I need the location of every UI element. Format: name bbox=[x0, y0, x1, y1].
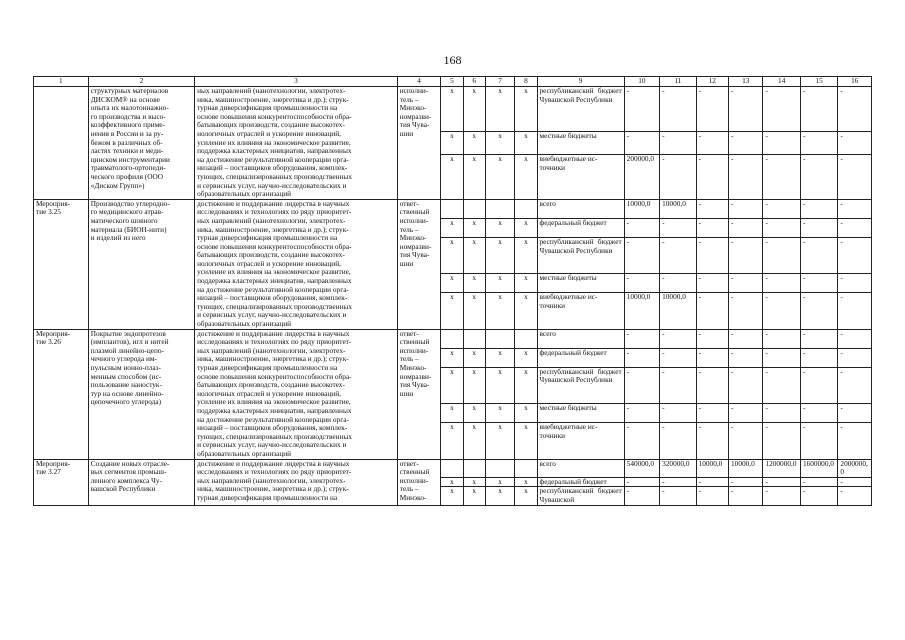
executor-cell: исполни- тель – Минэко- номразви- тия Чува- шии bbox=[397, 87, 441, 200]
value-cell: - bbox=[763, 131, 800, 155]
value-cell: - bbox=[696, 293, 728, 329]
funding-source-cell: местные бюджеты bbox=[537, 131, 624, 155]
value-cell: - bbox=[624, 218, 659, 237]
mark-cell: x bbox=[515, 477, 537, 487]
value-cell: 1600000,0 bbox=[800, 459, 837, 477]
column-number: 1 bbox=[34, 77, 89, 87]
value-cell: - bbox=[763, 293, 800, 329]
mark-cell: x bbox=[515, 423, 537, 459]
mark-cell: x bbox=[463, 293, 485, 329]
column-number: 13 bbox=[729, 77, 763, 87]
column-number: 15 bbox=[800, 77, 837, 87]
value-cell: - bbox=[624, 329, 659, 348]
value-cell: - bbox=[729, 87, 763, 132]
value-cell: - bbox=[696, 155, 728, 200]
value-cell: - bbox=[838, 477, 872, 487]
value-cell: - bbox=[800, 155, 837, 200]
mark-cell: x bbox=[485, 87, 514, 132]
column-number: 10 bbox=[624, 77, 659, 87]
value-cell: - bbox=[838, 404, 872, 423]
mark-cell: x bbox=[515, 237, 537, 273]
value-cell: 10000,0 bbox=[696, 459, 728, 477]
value-cell: - bbox=[763, 218, 800, 237]
value-cell: - bbox=[624, 477, 659, 487]
mark-cell: x bbox=[441, 274, 463, 293]
value-cell: - bbox=[696, 367, 728, 403]
mark-cell bbox=[463, 329, 485, 348]
value-cell: - bbox=[838, 199, 872, 218]
funding-source-cell: республиканский бюджет Чувашской Республики bbox=[537, 237, 624, 273]
event-goal-cell: ных направлений (нанотехнологии, электротех- ника, машиностроение, энергетика и др.); струк- турная диверсификация промышленности на основе повышения конкурентоспособности обра- батывающих производств, создание высокотех- нологичных отраслей и ускорение инноваций, усиление их влияния на экономическое развитие, поддержка кластерных инициатив, направленных на достижение результативной кооперации орга- низаций – поставщиков оборудования, комплек- тующих, специализированных производственных и сервисных услуг, научно-исследовательских и образовательных организаций bbox=[195, 87, 398, 200]
value-cell: - bbox=[800, 237, 837, 273]
value-cell: - bbox=[729, 131, 763, 155]
mark-cell: x bbox=[441, 237, 463, 273]
value-cell: - bbox=[729, 404, 763, 423]
value-cell: 10000,0 bbox=[624, 199, 659, 218]
value-cell: - bbox=[729, 199, 763, 218]
value-cell: - bbox=[624, 348, 659, 367]
mark-cell: x bbox=[441, 367, 463, 403]
value-cell: - bbox=[763, 487, 800, 505]
value-cell: - bbox=[729, 155, 763, 200]
page-number: 168 bbox=[443, 53, 462, 67]
funding-source-cell: всего bbox=[537, 199, 624, 218]
column-number: 8 bbox=[515, 77, 537, 87]
mark-cell: x bbox=[441, 131, 463, 155]
table-row bbox=[34, 87, 872, 132]
mark-cell: x bbox=[463, 274, 485, 293]
value-cell: 10000,0 bbox=[624, 293, 659, 329]
value-cell: - bbox=[660, 348, 696, 367]
value-cell: - bbox=[800, 487, 837, 505]
funding-source-cell: федеральный бюджет bbox=[537, 348, 624, 367]
value-cell: - bbox=[660, 274, 696, 293]
mark-cell: x bbox=[485, 404, 514, 423]
table-body bbox=[34, 87, 872, 506]
mark-cell: x bbox=[463, 348, 485, 367]
value-cell: 320000,0 bbox=[660, 459, 696, 477]
mark-cell bbox=[485, 329, 514, 348]
column-number: 4 bbox=[397, 77, 441, 87]
mark-cell bbox=[463, 459, 485, 477]
value-cell: - bbox=[838, 487, 872, 505]
value-cell: - bbox=[800, 218, 837, 237]
event-name-cell: Создание новых отрасле- вых сегментов промыш- ленного комплекса Чу- вашской Республики bbox=[88, 459, 194, 505]
value-cell: - bbox=[838, 274, 872, 293]
funding-source-cell: внебюджетные ис- точники bbox=[537, 423, 624, 459]
mark-cell: x bbox=[515, 293, 537, 329]
value-cell: - bbox=[729, 237, 763, 273]
value-cell: - bbox=[800, 329, 837, 348]
mark-cell: x bbox=[485, 237, 514, 273]
column-number: 2 bbox=[88, 77, 194, 87]
mark-cell: x bbox=[485, 348, 514, 367]
mark-cell: x bbox=[485, 218, 514, 237]
value-cell: - bbox=[729, 329, 763, 348]
value-cell: - bbox=[838, 218, 872, 237]
program-table bbox=[33, 76, 872, 506]
mark-cell: x bbox=[485, 487, 514, 505]
mark-cell: x bbox=[463, 423, 485, 459]
table-row bbox=[34, 199, 872, 218]
mark-cell: x bbox=[441, 348, 463, 367]
value-cell: - bbox=[696, 218, 728, 237]
value-cell: - bbox=[696, 487, 728, 505]
mark-cell: x bbox=[463, 487, 485, 505]
value-cell: - bbox=[624, 404, 659, 423]
value-cell: - bbox=[763, 423, 800, 459]
funding-source-cell: всего bbox=[537, 329, 624, 348]
mark-cell bbox=[485, 459, 514, 477]
event-number-cell: Мероприя- тие 3.25 bbox=[34, 199, 89, 329]
funding-source-cell: республиканский бюджет Чувашской Республики bbox=[537, 87, 624, 132]
value-cell: 1200000,0 bbox=[763, 459, 800, 477]
mark-cell: x bbox=[485, 477, 514, 487]
value-cell: - bbox=[660, 155, 696, 200]
value-cell: - bbox=[800, 199, 837, 218]
column-number: 12 bbox=[696, 77, 728, 87]
event-goal-cell: достижение и поддержание лидерства в научных исследованиях и технологиях по ряду приоритет- ных направлений (нанотехнологии, электротех- ника, машиностроение, энергетика и др.); струк- турная диверсификация промышленности на основе повышения конкурентоспособности обра- батывающих производств, создание высокотех- нологичных отраслей и ускорение инноваций, усиление их влияния на экономическое развитие, поддержка кластерных инициатив, направленных на достижение результативной кооперации орга- низаций – поставщиков оборудования, комплек- тующих, специализированных производственных и сервисных услуг, научно-исследовательских и образовательных организаций bbox=[195, 329, 398, 459]
mark-cell: x bbox=[463, 367, 485, 403]
mark-cell: x bbox=[463, 218, 485, 237]
executor-cell: ответ- ственный исполни- тель – Минэко- номразви- тия Чува- шии bbox=[397, 329, 441, 459]
funding-source-cell: республиканский бюджет Чувашской Республики bbox=[537, 367, 624, 403]
value-cell: - bbox=[624, 237, 659, 273]
value-cell: - bbox=[729, 477, 763, 487]
mark-cell: x bbox=[485, 155, 514, 200]
value-cell: - bbox=[729, 487, 763, 505]
value-cell: - bbox=[763, 199, 800, 218]
value-cell: - bbox=[729, 423, 763, 459]
funding-source-cell: внебюджетные ис- точники bbox=[537, 293, 624, 329]
column-number: 6 bbox=[463, 77, 485, 87]
mark-cell: x bbox=[463, 131, 485, 155]
event-goal-cell: достижение и поддержание лидерства в научных исследованиях и технологиях по ряду приоритет- ных направлений (нанотехнологии, электротех- ника, машиностроение, энергетика и др.); струк- турная диверсификация промышленности на основе повышения конкурентоспособности обра- батывающих производств, создание высокотех- нологичных отраслей и ускорение инноваций, усиление их влияния на экономическое развитие, поддержка кластерных инициатив, направленных на достижение результативной кооперации орга- низаций – поставщиков оборудования, комплек- тующих, специализированных производственных и сервисных услуг, научно-исследовательских и образовательных организаций bbox=[195, 199, 398, 329]
value-cell: - bbox=[696, 87, 728, 132]
value-cell: - bbox=[838, 367, 872, 403]
value-cell: - bbox=[624, 423, 659, 459]
value-cell: - bbox=[763, 367, 800, 403]
mark-cell: x bbox=[485, 423, 514, 459]
value-cell: - bbox=[696, 131, 728, 155]
event-name-cell: структурных материалов ДИСКОМ® на основе опыта их малотоннажно- го производства и высо- коэффективного приме- нения в России и за ру- бежом в различных об- ластях техники и меди- цинском инструментарии травматолого-ортопеди- ческого профиля (ООО «Диском Групп») bbox=[88, 87, 194, 200]
mark-cell: x bbox=[441, 293, 463, 329]
value-cell: 10000,0 bbox=[660, 293, 696, 329]
value-cell: - bbox=[624, 274, 659, 293]
value-cell: - bbox=[800, 131, 837, 155]
value-cell: 10000,0 bbox=[729, 459, 763, 477]
mark-cell: x bbox=[485, 274, 514, 293]
value-cell: 540000,0 bbox=[624, 459, 659, 477]
value-cell: - bbox=[800, 87, 837, 132]
column-number: 16 bbox=[838, 77, 872, 87]
value-cell: - bbox=[660, 218, 696, 237]
event-number-cell: Мероприя- тие 3.26 bbox=[34, 329, 89, 459]
funding-source-cell: республиканский бюджет Чувашской bbox=[537, 487, 624, 505]
mark-cell: x bbox=[515, 367, 537, 403]
mark-cell: x bbox=[441, 487, 463, 505]
value-cell: - bbox=[660, 477, 696, 487]
mark-cell: x bbox=[441, 155, 463, 200]
value-cell: - bbox=[660, 131, 696, 155]
value-cell: 10000,0 bbox=[660, 199, 696, 218]
value-cell: 2000000, 0 bbox=[838, 459, 872, 477]
mark-cell: x bbox=[515, 131, 537, 155]
value-cell: - bbox=[838, 237, 872, 273]
value-cell: - bbox=[696, 329, 728, 348]
mark-cell: x bbox=[515, 87, 537, 132]
value-cell: - bbox=[838, 348, 872, 367]
event-goal-cell: достижение и поддержание лидерства в научных исследованиях и технологиях по ряду приоритет- ных направлений (нанотехнологии, электротех- ника, машиностроение, энергетика и др.); струк- турная диверсификация промышленности на bbox=[195, 459, 398, 505]
mark-cell: x bbox=[515, 487, 537, 505]
value-cell: - bbox=[729, 274, 763, 293]
funding-source-cell: федеральный бюджет bbox=[537, 218, 624, 237]
value-cell: - bbox=[660, 87, 696, 132]
mark-cell bbox=[485, 199, 514, 218]
mark-cell: x bbox=[515, 155, 537, 200]
value-cell: - bbox=[838, 87, 872, 132]
funding-source-cell: местные бюджеты bbox=[537, 404, 624, 423]
executor-cell: ответ- ственный исполни- тель – Минэко- номразви- тия Чува- шии bbox=[397, 199, 441, 329]
table-row bbox=[34, 459, 872, 477]
value-cell: - bbox=[800, 477, 837, 487]
value-cell: - bbox=[729, 367, 763, 403]
mark-cell: x bbox=[515, 404, 537, 423]
funding-source-cell: местные бюджеты bbox=[537, 274, 624, 293]
value-cell: - bbox=[696, 477, 728, 487]
value-cell: - bbox=[800, 274, 837, 293]
column-number: 11 bbox=[660, 77, 696, 87]
mark-cell: x bbox=[485, 367, 514, 403]
value-cell: - bbox=[800, 348, 837, 367]
mark-cell: x bbox=[441, 423, 463, 459]
value-cell: - bbox=[696, 348, 728, 367]
mark-cell: x bbox=[515, 218, 537, 237]
value-cell: - bbox=[763, 155, 800, 200]
mark-cell: x bbox=[515, 274, 537, 293]
mark-cell bbox=[441, 199, 463, 218]
mark-cell: x bbox=[515, 348, 537, 367]
value-cell: - bbox=[800, 367, 837, 403]
value-cell: - bbox=[763, 404, 800, 423]
value-cell: - bbox=[624, 131, 659, 155]
value-cell: - bbox=[838, 423, 872, 459]
column-number: 14 bbox=[763, 77, 800, 87]
value-cell: - bbox=[763, 477, 800, 487]
funding-source-cell: внебюджетные ис- точники bbox=[537, 155, 624, 200]
table-row bbox=[34, 329, 872, 348]
value-cell: - bbox=[660, 423, 696, 459]
value-cell: - bbox=[763, 237, 800, 273]
mark-cell: x bbox=[485, 293, 514, 329]
mark-cell bbox=[515, 199, 537, 218]
value-cell: - bbox=[660, 404, 696, 423]
value-cell: - bbox=[763, 274, 800, 293]
event-number-cell bbox=[34, 87, 89, 200]
value-cell: - bbox=[660, 237, 696, 273]
column-number: 7 bbox=[485, 77, 514, 87]
column-number-row bbox=[34, 77, 872, 87]
value-cell: - bbox=[696, 404, 728, 423]
column-number: 5 bbox=[441, 77, 463, 87]
mark-cell: x bbox=[441, 477, 463, 487]
value-cell: - bbox=[624, 487, 659, 505]
event-name-cell: Производство углеродно- го медицинского атрав- матического шовного материала (БИОН-нити) и изделий из него bbox=[88, 199, 194, 329]
value-cell: - bbox=[696, 423, 728, 459]
value-cell: - bbox=[763, 87, 800, 132]
mark-cell bbox=[515, 459, 537, 477]
mark-cell: x bbox=[463, 404, 485, 423]
value-cell: - bbox=[838, 131, 872, 155]
value-cell: - bbox=[729, 348, 763, 367]
value-cell: - bbox=[800, 423, 837, 459]
mark-cell: x bbox=[485, 131, 514, 155]
column-number: 9 bbox=[537, 77, 624, 87]
mark-cell: x bbox=[441, 87, 463, 132]
mark-cell: x bbox=[463, 237, 485, 273]
executor-cell: ответ- ственный исполни- тель – Минэко- bbox=[397, 459, 441, 505]
value-cell: - bbox=[696, 199, 728, 218]
value-cell: - bbox=[729, 218, 763, 237]
mark-cell: x bbox=[441, 218, 463, 237]
value-cell: - bbox=[729, 293, 763, 329]
value-cell: - bbox=[696, 237, 728, 273]
funding-source-cell: всего bbox=[537, 459, 624, 477]
value-cell: - bbox=[660, 367, 696, 403]
mark-cell bbox=[515, 329, 537, 348]
value-cell: - bbox=[624, 87, 659, 132]
mark-cell: x bbox=[441, 404, 463, 423]
mark-cell: x bbox=[463, 87, 485, 132]
mark-cell bbox=[441, 459, 463, 477]
funding-source-cell: федеральный бюджет bbox=[537, 477, 624, 487]
value-cell: - bbox=[624, 367, 659, 403]
mark-cell bbox=[441, 329, 463, 348]
column-number: 3 bbox=[195, 77, 398, 87]
value-cell: - bbox=[838, 293, 872, 329]
value-cell: - bbox=[763, 329, 800, 348]
value-cell: - bbox=[660, 329, 696, 348]
value-cell: - bbox=[838, 155, 872, 200]
value-cell: - bbox=[696, 274, 728, 293]
value-cell: 200000,0 bbox=[624, 155, 659, 200]
event-name-cell: Покрытие эндопротезов (имплантов), игл и нитей плазмой линейно-цепо- чечного углерода им- пульсным ионно-плаз- менным способом (ис- пользование наностук- тур на основе линейно- цепочечного углерода) bbox=[88, 329, 194, 459]
value-cell: - bbox=[800, 293, 837, 329]
value-cell: - bbox=[838, 329, 872, 348]
value-cell: - bbox=[660, 487, 696, 505]
mark-cell bbox=[463, 199, 485, 218]
value-cell: - bbox=[800, 404, 837, 423]
mark-cell: x bbox=[463, 477, 485, 487]
value-cell: - bbox=[763, 348, 800, 367]
mark-cell: x bbox=[463, 155, 485, 200]
event-number-cell: Мероприя- тие 3.27 bbox=[34, 459, 89, 505]
